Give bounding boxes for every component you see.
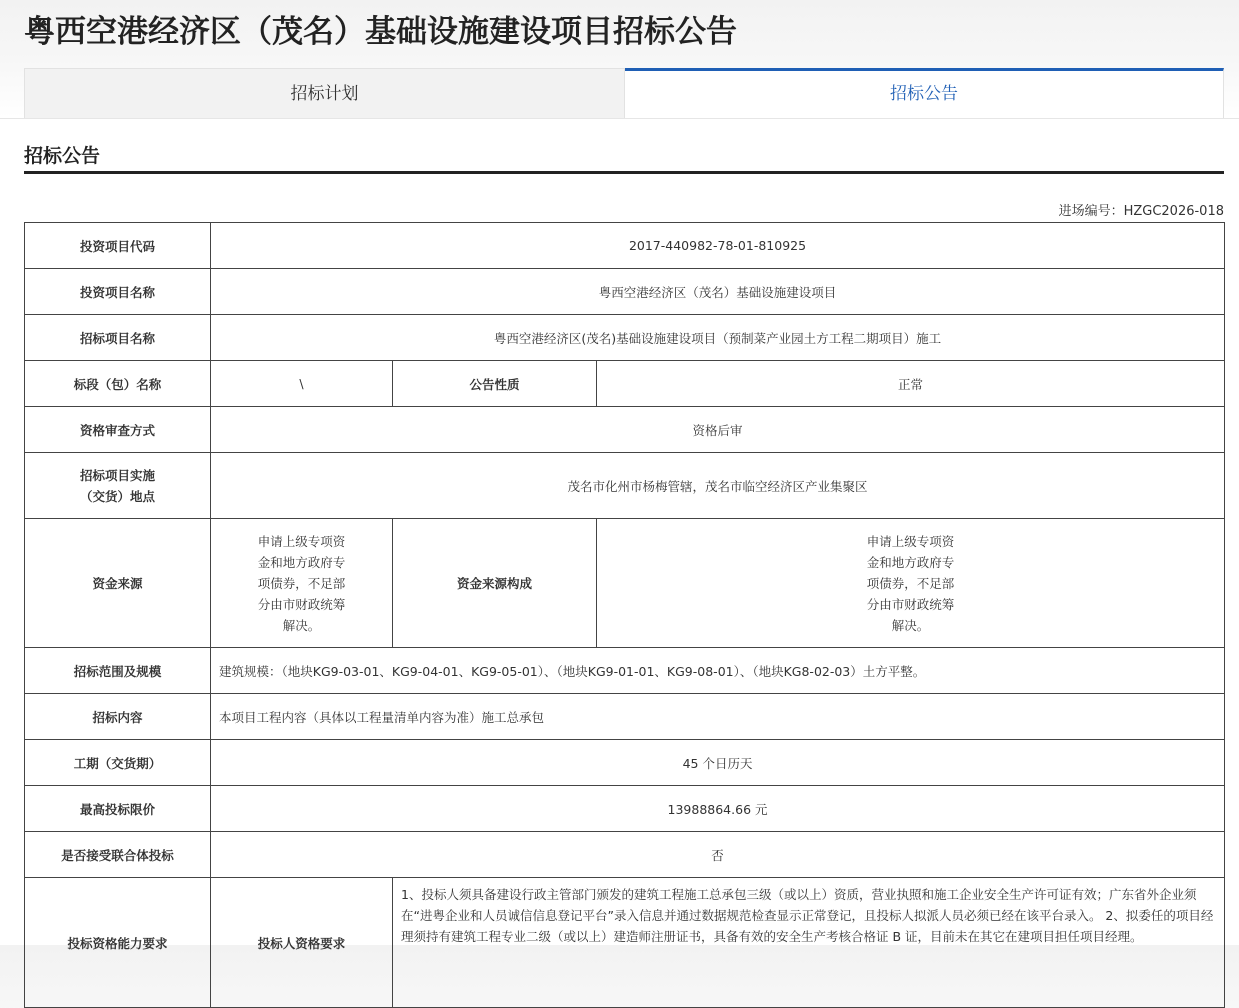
funding-source-label: 资金来源: [25, 519, 211, 648]
table-row: [25, 269, 1225, 315]
entry-code: 进场编号：HZGC2026-018: [1058, 204, 1224, 219]
table-row: [25, 740, 1225, 786]
content-value: 本项目工程内容（具体以工程量清单内容为准）施工总承包: [211, 694, 1225, 740]
funding-source-value: 申请上级专项资金和地方政府专项债券，不足部分由市财政统筹解决。: [257, 533, 346, 633]
period-label: 工期（交货期）: [25, 740, 211, 786]
section-underline: [24, 171, 1224, 174]
funding-composition-value: 申请上级专项资金和地方政府专项债券，不足部分由市财政统筹解决。: [866, 533, 955, 633]
tab-tender-notice[interactable]: 招标公告: [625, 68, 1224, 118]
invest-name-value: 粤西空港经济区（茂名）基础设施建设项目: [211, 269, 1225, 315]
notice-nature-value: 正常: [597, 361, 1225, 407]
review-method-value: 资格后审: [211, 407, 1225, 453]
table-row: [25, 519, 1225, 648]
page-title: 粤西空港经济区（茂名）基础设施建设项目招标公告: [24, 14, 737, 50]
table-row: [25, 648, 1225, 694]
content-label: 招标内容: [25, 694, 211, 740]
period-value: 45 个日历天: [211, 740, 1225, 786]
bidder-qualification-value: 1、投标人须具备建设行政主管部门颁发的建筑工程施工总承包三级（或以上）资质，营业执照和施工企业安全生产许可证有效；广东省外企业须在“进粤企业和人员诚信信息登记平台”录入信息并通过数据规范检查显示正常登记，且投标人拟派人员必须已经在该平台录入。 2、拟委任的项目经理须持有建筑工程专业二级（或以上）建造师注册证书，具备有效的安全生产考核合格证 B 证，目前未在其它在建项目担任项目经理。: [393, 878, 1225, 1008]
bidder-qualification-label: 投标人资格要求: [211, 878, 393, 1008]
invest-name-label: 投资项目名称: [25, 269, 211, 315]
table-row: [25, 878, 1225, 1008]
invest-code-label: 投资项目代码: [25, 223, 211, 269]
funding-composition-label: 资金来源构成: [393, 519, 597, 648]
tab-bar: [24, 68, 1224, 118]
location-label: [25, 453, 211, 519]
table-row: [25, 361, 1225, 407]
tender-name-value: 粤西空港经济区(茂名)基础设施建设项目（预制菜产业园土方工程二期项目）施工: [211, 315, 1225, 361]
notice-info-table: [24, 222, 1225, 1008]
table-row: [25, 315, 1225, 361]
scope-value: 建筑规模：（地块KG9-03-01、KG9-04-01、KG9-05-01）、（地块KG9-01-01、KG9-08-01）、（地块KG8-02-03）土方平整。: [211, 648, 1225, 694]
location-value: 茂名市化州市杨梅管辖，茂名市临空经济区产业集聚区: [211, 453, 1225, 519]
max-price-value: 13988864.66 元: [211, 786, 1225, 832]
joint-bid-label: 是否接受联合体投标: [25, 832, 211, 878]
tab-tender-plan[interactable]: 招标计划: [24, 68, 625, 118]
max-price-label: 最高投标限价: [25, 786, 211, 832]
location-label-line2: （交货）地点: [79, 488, 155, 504]
table-row: [25, 694, 1225, 740]
funding-composition-cell: [597, 519, 1225, 648]
table-row: [25, 223, 1225, 269]
notice-nature-label: 公告性质: [393, 361, 597, 407]
section-name-value: \: [211, 361, 393, 407]
section-title: 招标公告: [24, 145, 101, 167]
table-row: [25, 407, 1225, 453]
funding-source-cell: [211, 519, 393, 648]
joint-bid-value: 否: [211, 832, 1225, 878]
invest-code-value: 2017-440982-78-01-810925: [211, 223, 1225, 269]
table-row: [25, 832, 1225, 878]
table-row: [25, 786, 1225, 832]
tender-name-label: 招标项目名称: [25, 315, 211, 361]
review-method-label: 资格审查方式: [25, 407, 211, 453]
table-row: [25, 453, 1225, 519]
scope-label: 招标范围及规模: [25, 648, 211, 694]
qualification-label: 投标资格能力要求: [25, 878, 211, 1008]
location-label-line1: 招标项目实施: [79, 467, 155, 483]
section-name-label: 标段（包）名称: [25, 361, 211, 407]
header-divider: [0, 118, 1239, 119]
